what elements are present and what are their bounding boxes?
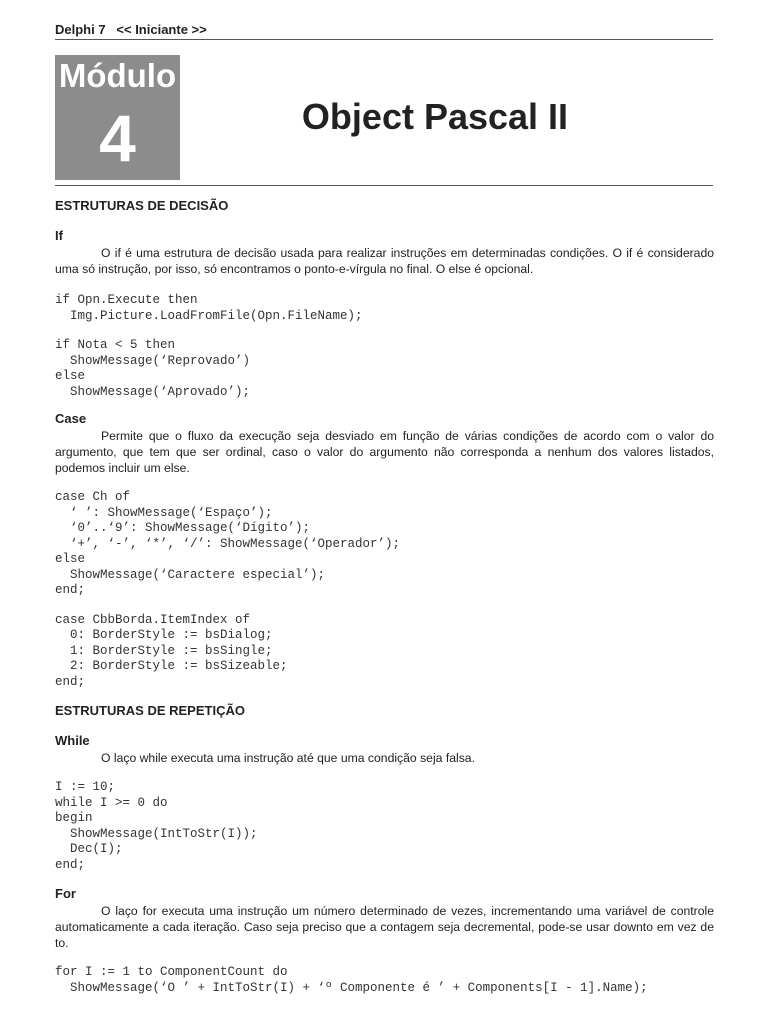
code-block-case-2: case CbbBorda.ItemIndex of 0: BorderStyle := bsDialog; 1: BorderStyle := bsSingle; 2: BorderStyle := bsSizeable; end; [55,612,288,689]
module-number: 4 [99,101,136,175]
page-body [55,197,714,996]
subsection-title-if: If [55,228,63,243]
module-label: Módulo [58,57,177,94]
code-block-for: for I := 1 to ComponentCount do ShowMessage(‘O ’ + IntToStr(I) + ‘º Componente é ’ + Components[I - 1].Name); [55,965,648,995]
chapter-title: Object Pascal II [301,96,569,137]
subsection-title-for: For [55,886,76,901]
code-block-case-1: case Ch of ‘ ’: ShowMessage(‘Espaço’); ‘0’..‘9’: ShowMessage(‘Dígito’); ‘+’, ‘-’, ‘*’, ‘/’: ShowMessage(‘Operador’); else ShowMessage(‘Caractere especial’); end; [55,490,401,597]
subsection-title-while: While [55,733,90,748]
section-title-decisao: ESTRUTURAS DE DECISÃO [55,198,229,213]
header-divider [55,39,713,40]
title-divider [55,185,713,186]
code-block-while: I := 10; while I >= 0 do begin ShowMessage(IntToStr(I)); Dec(I); end; [55,780,258,872]
code-block-if-2: if Nota < 5 then ShowMessage(‘Reprovado’) else ShowMessage(‘Aprovado’); [55,338,251,399]
module-box [55,55,180,180]
code-block-if-1: if Opn.Execute then Img.Picture.LoadFromFile(Opn.FileName); [55,293,363,323]
subsection-title-case: Case [55,411,87,426]
running-header: Delphi 7 << Iniciante >> [55,22,207,37]
for-description: O laço for executa uma instrução um número determinado de vezes, incrementando uma variável de controle automaticamente a cada iteração. Caso seja preciso que a contagem seja decremental, pode-se usar downto em vez de to. [55,904,714,950]
if-description: O if é uma estrutura de decisão usada para realizar instruções em determinadas condições. O if é considerado uma só instrução, por isso, só encontramos o ponto-e-vírgula no final. O else é opcional. [55,246,714,276]
case-description: Permite que o fluxo da execução seja desviado em função de várias condições de acordo com o valor do argumento, que tem que ser ordinal, caso o valor do argumento não corresponda a nenhum dos valores listados, podemos incluir um else. [55,429,714,475]
section-title-repeticao: ESTRUTURAS DE REPETIÇÃO [55,703,245,718]
while-description: O laço while executa uma instrução até que uma condição seja falsa. [101,751,475,765]
